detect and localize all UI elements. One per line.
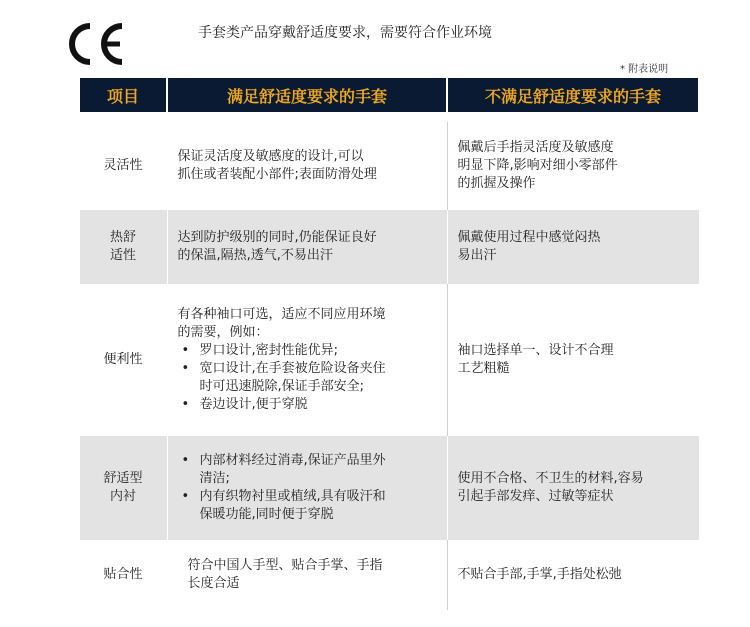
table-row-flexibility — [79, 122, 699, 210]
good-cell — [167, 122, 447, 210]
bad-cell — [447, 284, 699, 436]
ce-mark-logo — [66, 20, 130, 68]
bad-cell — [447, 540, 699, 610]
good-intro-text: 有各种袖口可选，适应不同应用环境 的需要，例如： — [177, 307, 386, 340]
list-item: • 内部材料经过消毒,保证产品里外 清洁; — [178, 452, 437, 488]
row-label — [79, 210, 167, 284]
list-item: • 宽口设计,在手套被危险设备夹住 时可迅速脱除,保证手部安全; — [178, 360, 437, 396]
row-label-text: 灵活性 — [103, 158, 143, 173]
list-item: • 卷边设计,便于穿脱 — [178, 396, 437, 414]
table-header-row — [79, 77, 699, 113]
bad-text: 不贴合手部,手掌,手指处松弛 — [457, 567, 622, 582]
good-cell — [167, 210, 447, 284]
good-cell — [167, 540, 447, 610]
row-label-text: 贴合性 — [103, 567, 143, 582]
bad-cell — [447, 210, 699, 284]
table-note: * 附表说明 — [620, 64, 669, 75]
page-title: 手套类产品穿戴舒适度要求，需要符合作业环境 — [198, 25, 492, 41]
table-row-thermal-comfort — [79, 210, 699, 284]
bad-cell — [447, 122, 699, 210]
good-cell — [167, 284, 447, 436]
bad-cell — [447, 436, 699, 540]
good-cell — [167, 436, 447, 540]
good-text: 保证灵活度及敏感度的设计,可以 抓住或者装配小部件;表面防滑处理 — [177, 149, 377, 182]
column-header-good: 满足舒适度要求的手套 — [167, 77, 447, 113]
column-header-item: 项目 — [79, 77, 167, 113]
column-header-bad: 不满足舒适度要求的手套 — [447, 77, 699, 113]
cuff-option-list — [178, 342, 437, 414]
row-label — [79, 122, 167, 210]
bad-text: 袖口选择单一、设计不合理 工艺粗糙 — [457, 343, 614, 376]
row-label — [79, 284, 167, 436]
row-label-text: 便利性 — [103, 352, 143, 367]
table-row-fit — [79, 540, 699, 610]
list-item: • 内有织物衬里或植绒,具有吸汗和 保暖功能,同时便于穿脱 — [178, 488, 437, 524]
good-text: 达到防护级别的同时,仍能保证良好 的保温,隔热,透气,不易出汗 — [177, 230, 377, 263]
comfort-comparison-table — [78, 76, 700, 610]
bad-text: 佩戴使用过程中感觉闷热 易出汗 — [457, 230, 601, 263]
bad-text: 使用不合格、不卫生的材料,容易 引起手部发痒、过敏等症状 — [457, 471, 644, 504]
row-label — [79, 436, 167, 540]
row-label-text: 舒适型 内衬 — [103, 471, 143, 504]
list-item: • 罗口设计,密封性能优异; — [178, 342, 437, 360]
row-label-text: 热舒 适性 — [109, 230, 136, 263]
good-text: 符合中国人手型、贴合手掌、手指 长度合适 — [187, 558, 383, 591]
row-label — [79, 540, 167, 610]
bad-text: 佩戴后手指灵活度及敏感度 明显下降,影响对细小零部件 的抓握及操作 — [457, 140, 618, 191]
table-row-comfort-lining — [79, 436, 699, 540]
lining-feature-list — [178, 452, 437, 524]
table-row-convenience — [79, 284, 699, 436]
